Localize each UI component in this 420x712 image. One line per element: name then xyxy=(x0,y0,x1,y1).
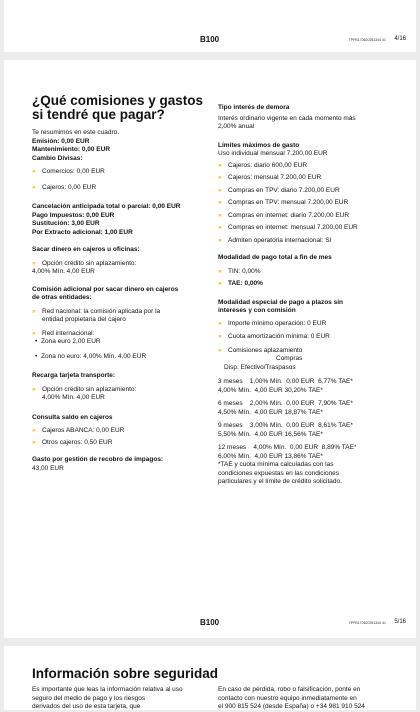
list-item: » Cajeros: mensual 7.200,00 EUR xyxy=(218,174,322,181)
list-item: » Compras en internet: mensual 7.200,00 EUR xyxy=(218,224,358,231)
chevron-icon: » xyxy=(218,161,222,169)
additional-fee-heading: Comisión adicional por sacar dinero en cajeros de otras entidades: xyxy=(32,285,179,301)
emision-fee: Emisión: 0,00 EUR xyxy=(32,137,90,145)
page-footer xyxy=(4,618,416,630)
cancellation-fee: Cancelación anticipada total o parcial: 0,00 EUR xyxy=(32,203,181,210)
document-ref: TPPB170620251344 41 xyxy=(348,38,386,42)
chevron-icon: » xyxy=(218,267,222,275)
list-item: » Admiten operatoria internacional: SI xyxy=(218,236,332,244)
chevron-icon: » xyxy=(218,211,222,219)
bullet-icon: • xyxy=(35,338,38,345)
list-item: » Opción crédito sin aplazamiento: xyxy=(32,259,137,267)
replacement-fee: Sustitución: 3,00 EUR xyxy=(32,220,100,227)
right-column: Tipo interés de demora Interés ordinario vigente en cada momento más 2,00% anual Límites máximos de gasto Uso individual mensual 7.200,00 EUR » Cajeros: diario 600,00 EUR » Cajeros: mensual 7.200,00 EUR » Compras en TPV: diario 7.200,00 EUR » Compras en TPV: mensual 7.200,00 EUR » Compras en internet: diario 7.200,00 EUR » Compras en internet: mensual 7.200,00 EUR » Admiten operatoria internacional: SI Modalidad de pago total a fin de mes » TIN: 0,00% » TAE: 0,00% Modalidad especial de pago a plazos sin intereses y con comisión » Importe mínimo operación: 0 EUR » Cuota amortización mínima: 0 EUR » Comisiones aplazamiento Compras Disp. Efectivo/Traspasos 3 meses 1,00% Mín. 0,00 EUR 6,77% TAE* 4,00% Mín. 4,00 EUR 30,20% TAE* 6 meses 2,00% Mín. 0,00 EUR 7,90% TAE* 4,50% Mín. 4,00 EUR 18,87% TAE* 9 meses 3,00% Mín. 0,00 EUR 8,61% TAE* 5,50% Mín. 4,00 EUR 16,56% TAE* 12 meses 4,00% Mín. 0,00 EUR 8,89% TAE* 6,00% Mín. 4,00 EUR 13,86% TAE* *TAE y cuota mínima calculadas con las condiciones expuestas en las condiciones particulares y el límite de crédito solicitado. xyxy=(218,104,402,487)
recovery-fee-value: 43,00 EUR xyxy=(32,464,64,472)
footnote: *TAE y cuota mínima calculadas con las condiciones expuestas en las condiciones particulares y el límite de crédito solicitado. xyxy=(218,461,342,485)
chevron-icon: » xyxy=(32,329,36,337)
recovery-fee-heading: Gasto por gestión de recobro de impagos: xyxy=(32,456,164,463)
list-item: » Importe mínimo operación: 0 EUR xyxy=(218,319,327,327)
page-4 xyxy=(4,0,416,52)
list-item: • Zona no euro: 4,00% Mín. 4,00 EUR xyxy=(35,352,147,360)
list-item: » TAE: 0,00% xyxy=(218,280,263,287)
chevron-icon: » xyxy=(32,183,36,191)
chevron-icon: » xyxy=(32,438,36,446)
page-number: 5/16 xyxy=(394,619,406,625)
chevron-icon: » xyxy=(218,174,222,181)
table-row: 5,50% Mín. 4,00 EUR 16,56% TAE* xyxy=(218,430,323,438)
payment-mode-heading: Modalidad de pago total a fin de mes xyxy=(218,254,332,261)
chevron-icon: » xyxy=(32,427,36,434)
page-footer xyxy=(4,35,416,47)
chevron-icon: » xyxy=(32,259,36,267)
bank-code: B100 xyxy=(200,618,220,627)
chevron-icon: » xyxy=(32,307,36,315)
security-left-text: Es importante que leas la información relativa al uso seguro del medio de pago y los riesgos derivados del uso de esta tarjeta, que xyxy=(32,686,183,710)
statement-fee: Por Extracto adicional: 1,00 EUR xyxy=(32,228,133,236)
bank-code: B100 xyxy=(200,35,220,44)
list-item: » Compras en TPV: diario 7.200,00 EUR xyxy=(218,186,340,194)
list-item: » Cajeros ABANCA: 0,00 EUR xyxy=(32,427,125,434)
list-item: » Cajeros: diario 600,00 EUR xyxy=(218,161,308,169)
late-interest-heading: Tipo interés de demora xyxy=(218,104,290,111)
chevron-icon: » xyxy=(218,319,222,327)
list-item: » Otros cajeros: 0,50 EUR xyxy=(32,438,113,446)
chevron-icon: » xyxy=(218,346,222,354)
list-item: » Compras en TPV: mensual 7.200,00 EUR xyxy=(218,199,349,206)
chevron-icon: » xyxy=(218,280,222,287)
special-payment-heading: Modalidad especial de pago a plazos sin intereses y con comisión xyxy=(218,298,343,314)
list-item: » TIN: 0,00% xyxy=(218,267,261,275)
page-title: ¿Qué comisiones y gastos si tendré que pagar? xyxy=(32,93,204,122)
table-row: 3 meses 1,00% Mín. 0,00 EUR 6,77% TAE* xyxy=(218,378,353,385)
list-item: » Cuota amortización mínima: 0 EUR xyxy=(218,333,330,340)
currency-exchange-heading: Cambio Divisas: xyxy=(32,154,83,162)
list-item: » Comercios: 0,00 EUR xyxy=(32,168,105,175)
list-item: • Zona euro 2,00 EUR xyxy=(35,338,101,345)
chevron-icon: » xyxy=(218,186,222,194)
maintenance-fee: Mantenimiento: 0,00 EUR xyxy=(32,146,111,153)
page-5 xyxy=(4,60,416,638)
table-row: 12 meses 4,00% Mín. 0,00 EUR 8,89% TAE* xyxy=(218,444,357,451)
page-number: 4/16 xyxy=(394,36,406,42)
table-row: 4,50% Mín. 4,00 EUR 18,87% TAE* xyxy=(218,408,323,416)
table-header: Compras xyxy=(276,355,303,362)
security-title: Información sobre seguridad xyxy=(32,666,219,681)
chevron-icon: » xyxy=(218,224,222,231)
list-item: » Comisiones aplazamiento xyxy=(218,346,303,354)
chevron-icon: » xyxy=(218,236,222,244)
chevron-icon: » xyxy=(32,385,36,393)
left-column: Te resumimos en este cuadro. Emisión: 0,00 EUR Mantenimiento: 0,00 EUR Cambio Divisas: » Comercios: 0,00 EUR » Cajeros: 0,00 EUR Cancelación anticipada total o parcial: 0,00 EUR Pago Impuestos: 0,00 EUR Sustitución: 3,00 EUR Por Extracto adicional: 1,00 EUR Sacar dinero en cajeros u oficinas: » Opción crédito sin aplazamiento: 4,00% Mín. 4,00 EUR Comisión adicional por sacar dinero en cajeros de otras entidades: » Red nacional: la comisión aplicada por la entidad propietaria del cajero » Red internacional: • Zona euro 2,00 EUR • Zona no euro: 4,00% Mín. 4,00 EUR Recarga tarjeta transporte: » Opción crédito sin aplazamiento: 4,00% Mín. 4,00 EUR Consulta saldo en cajeros » Cajeros ABANCA: 0,00 EUR » Otros cajeros: 0,50 EUR Gasto por gestión de recobro de impagos: 43,00 EUR xyxy=(32,129,214,473)
list-item: » Compras en internet: diario 7.200,00 EUR xyxy=(218,211,350,219)
list-item: » Red nacional: la comisión aplicada por la entidad propietaria del cajero xyxy=(32,307,161,323)
bullet-icon: • xyxy=(35,352,38,360)
balance-inquiry-heading: Consulta saldo en cajeros xyxy=(32,413,113,421)
security-right-text: En caso de pérdida, robo o falsificación, ponte en contacto con nuestro equipo inmediatamente en el 900 815 524 (desde España) o +34 981 910 524 xyxy=(218,686,365,710)
table-row: 6 meses 2,00% Mín. 0,00 EUR 7,90% TAE* xyxy=(218,400,353,407)
list-item: » Cajeros: 0,00 EUR xyxy=(32,183,97,191)
chevron-icon: » xyxy=(32,168,36,175)
transport-card-heading: Recarga tarjeta transporte: xyxy=(32,372,116,379)
document-ref: TPPB170620251344 41 xyxy=(348,621,386,625)
spending-limits-heading: Límites máximos de gasto xyxy=(218,141,300,149)
intro-text: Te resumimos en este cuadro. xyxy=(32,129,120,136)
withdraw-heading: Sacar dinero en cajeros u oficinas: xyxy=(32,246,140,253)
list-item: » Opción crédito sin aplazamiento: 4,00% Mín. 4,00 EUR xyxy=(32,385,137,401)
table-header: Disp. Efectivo/Traspasos xyxy=(224,363,296,371)
table-row: 6,00% Mín. 4,00 EUR 13,86% TAE* xyxy=(218,452,323,460)
list-item: » Red internacional: xyxy=(32,329,95,337)
table-row: 4,00% Mín. 4,00 EUR 30,20% TAE* xyxy=(218,386,323,394)
table-row: 9 meses 3,00% Mín. 0,00 EUR 8,61% TAE* xyxy=(218,422,353,429)
page-6 xyxy=(4,646,416,710)
chevron-icon: » xyxy=(218,333,222,340)
chevron-icon: » xyxy=(218,199,222,206)
tax-payment-fee: Pago Impuestos: 0,00 EUR xyxy=(32,211,115,219)
